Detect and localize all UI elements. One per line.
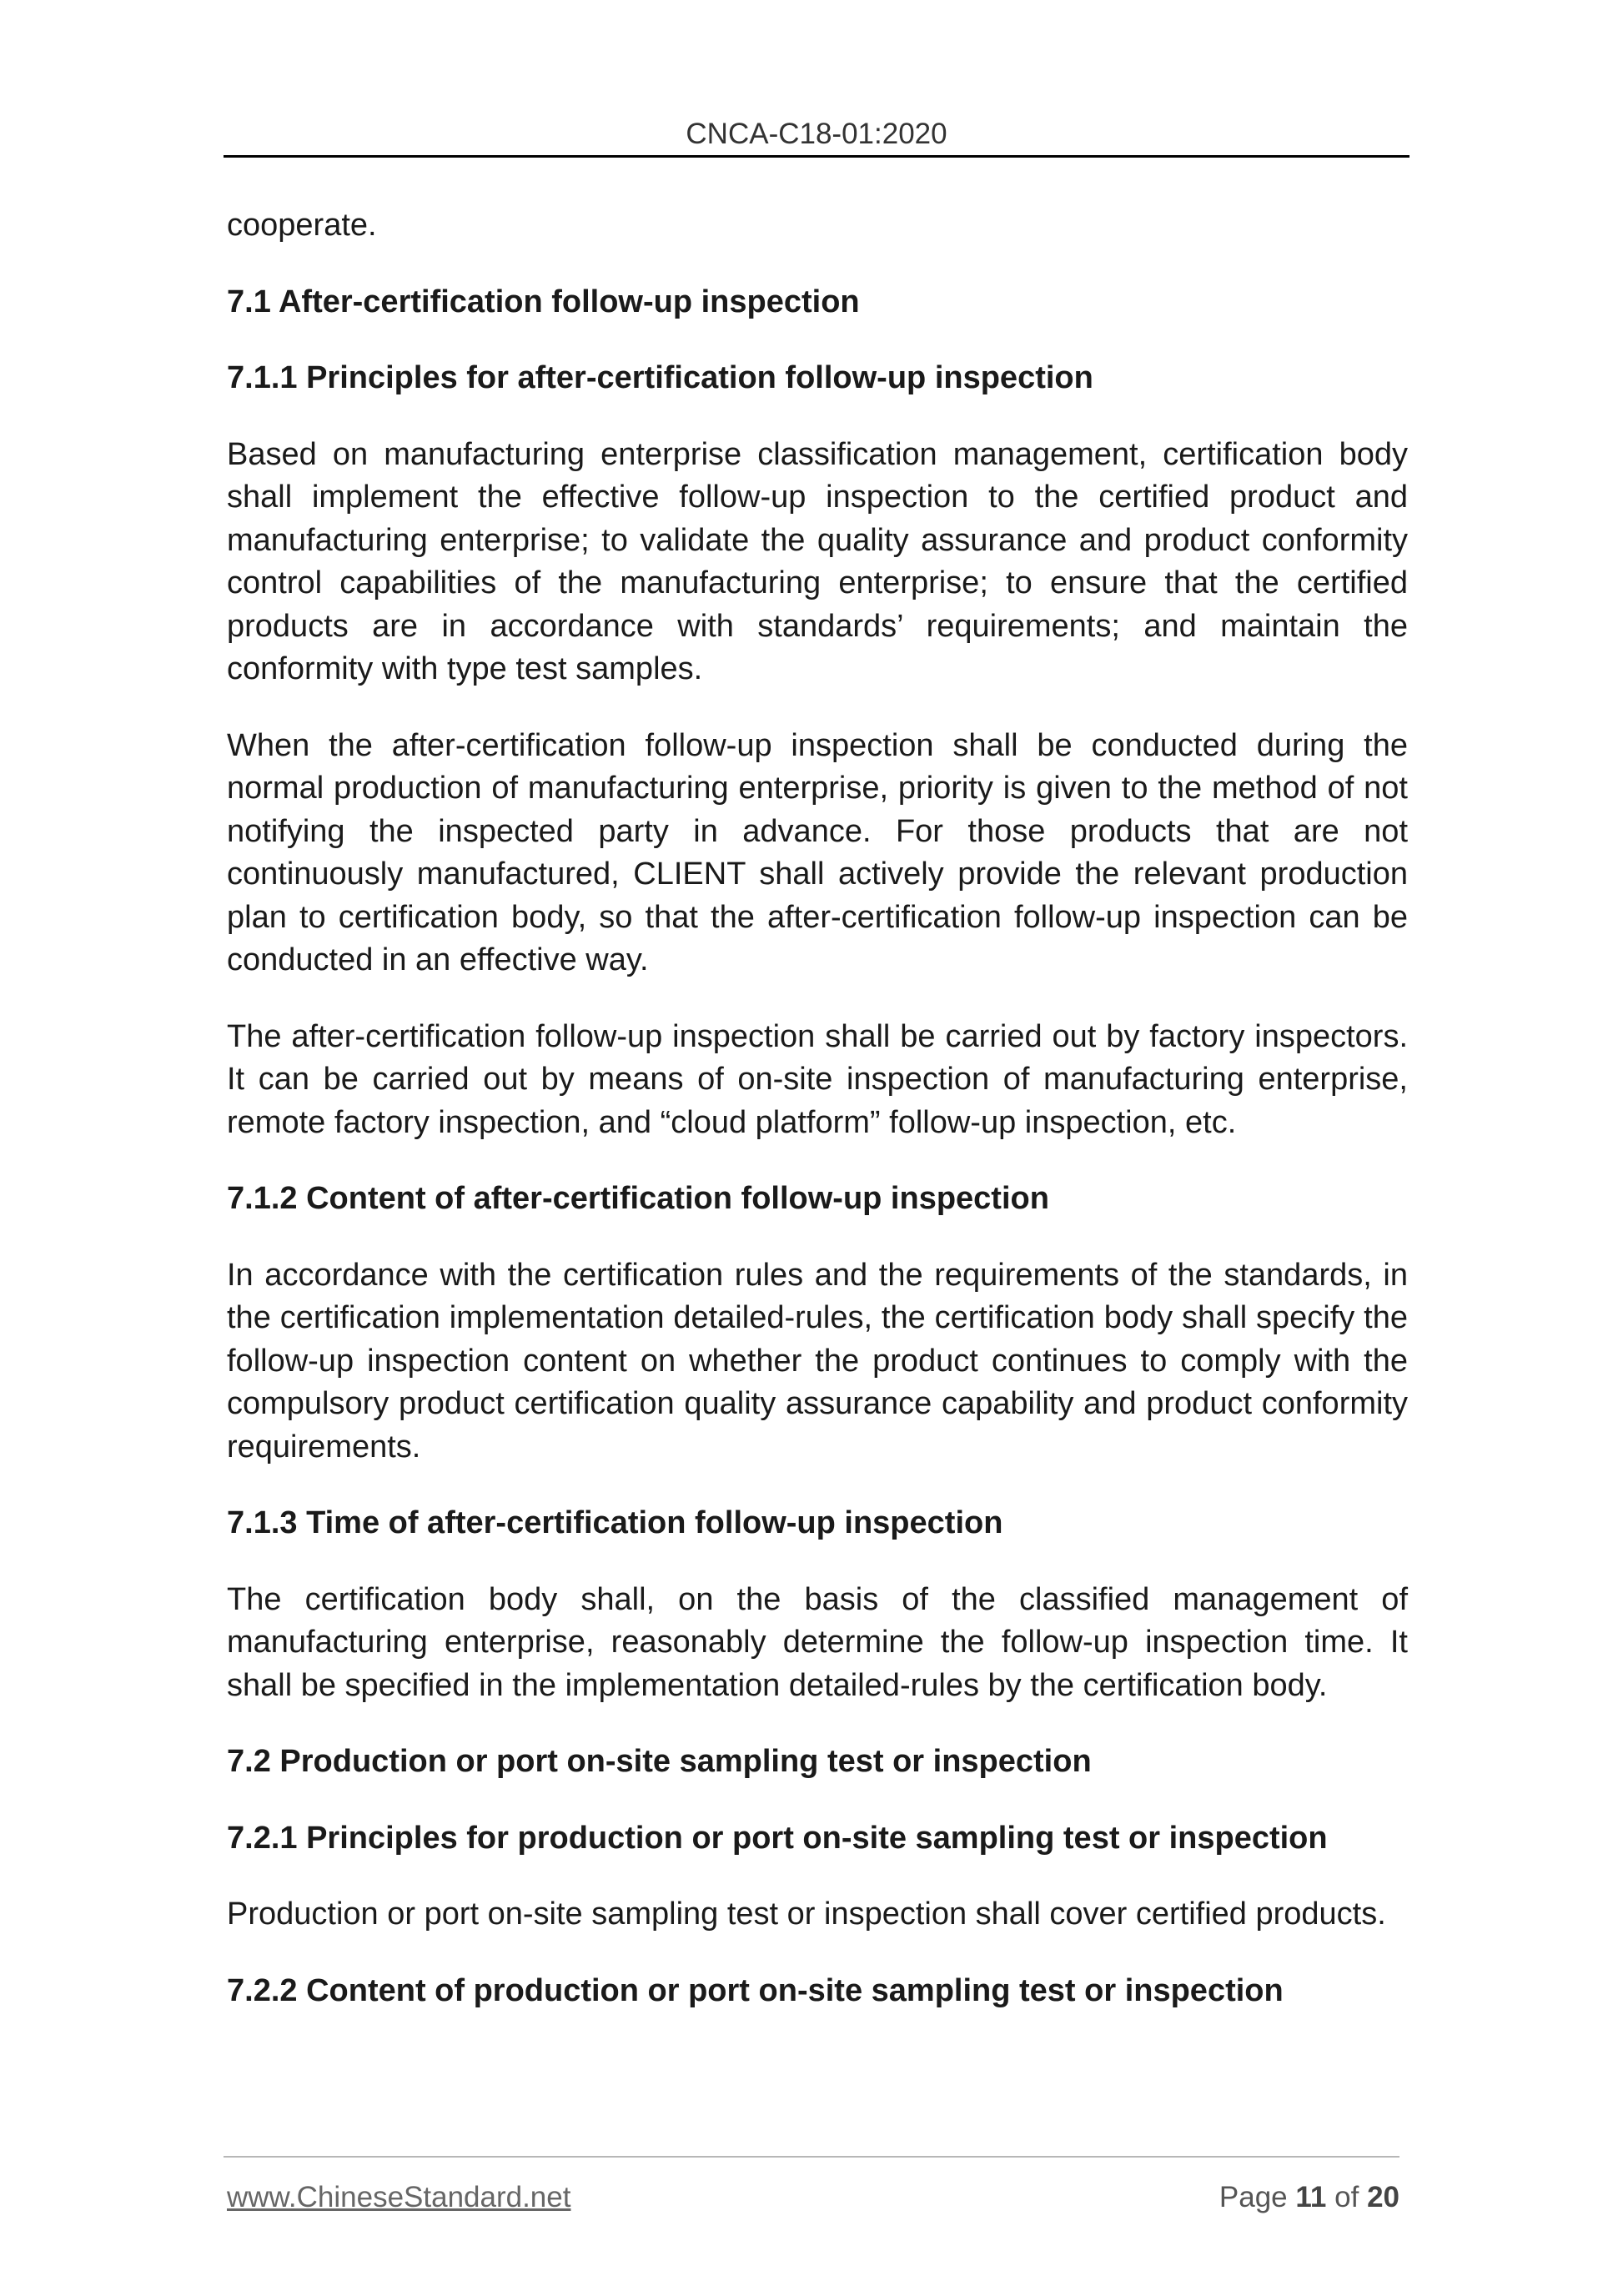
paragraph: In accordance with the certification rules and the requirements of the standards, in the certification implementation detailed-rules, the certification body shall specify the follow-up inspection content on whether the product continues to comply with the compulsory product certification quality assurance capability and product conformity requirements. <box>227 1257 1408 1465</box>
paragraph: The after-certification follow-up inspection shall be carried out by factory inspectors. It can be carried out by means of on-site inspection of manufacturing enterprise, remote factory inspection, and “cloud platform” follow-up inspection, etc. <box>227 1018 1408 1140</box>
section-heading: 7.2.2 Content of production or port on-site sampling test or inspection <box>227 1972 1284 2008</box>
page-number <box>1219 2181 1399 2214</box>
paragraph: The certification body shall, on the basis of the classified management of manufacturing enterprise, reasonably determine the follow-up inspection time. It shall be specified in the implementation detailed-rules by the certification body. <box>227 1581 1408 1703</box>
paragraph: Production or port on-site sampling test or inspection shall cover certified products. <box>227 1897 1386 1932</box>
paragraph: cooperate. <box>227 208 377 243</box>
page-header <box>224 113 1409 158</box>
of-label: of <box>1334 2181 1359 2213</box>
page-current: 11 <box>1295 2181 1327 2213</box>
document-body <box>227 204 1408 2046</box>
section-heading: 7.1.1 Principles for after-certification follow-up inspection <box>227 360 1093 395</box>
section-heading: 7.2 Production or port on-site sampling test or inspection <box>227 1744 1092 1779</box>
section-heading: 7.1.2 Content of after-certification follow-up inspection <box>227 1181 1049 1216</box>
section-heading: 7.2.1 Principles for production or port on-site sampling test or inspection <box>227 1820 1328 1856</box>
section-heading: 7.1.3 Time of after-certification follow-up inspection <box>227 1505 1003 1540</box>
page-total: 20 <box>1367 2181 1399 2213</box>
section-heading: 7.1 After-certification follow-up inspection <box>227 284 860 319</box>
document-code: CNCA-C18-01:2020 <box>686 118 947 150</box>
website-link[interactable]: www.ChineseStandard.net <box>227 2181 571 2213</box>
page-footer <box>224 2156 1399 2233</box>
page-label: Page <box>1219 2181 1288 2213</box>
paragraph: Based on manufacturing enterprise classification management, certification body shall implement the effective follow-up inspection to the certified product and manufacturing enterprise; to validate the quality assurance and product conformity control capabilities of the manufacturing enterprise; to ensure that the certified products are in accordance with standards’ requirements; and maintain the conformity with type test samples. <box>227 436 1408 686</box>
paragraph: When the after-certification follow-up inspection shall be conducted during the normal production of manufacturing enterprise, priority is given to the method of not notifying the inspected party in advance. For those products that are not continuously manufactured, CLIENT shall actively provide the relevant production plan to certification body, so that the after-certification follow-up inspection can be conducted in an effective way. <box>227 727 1408 977</box>
